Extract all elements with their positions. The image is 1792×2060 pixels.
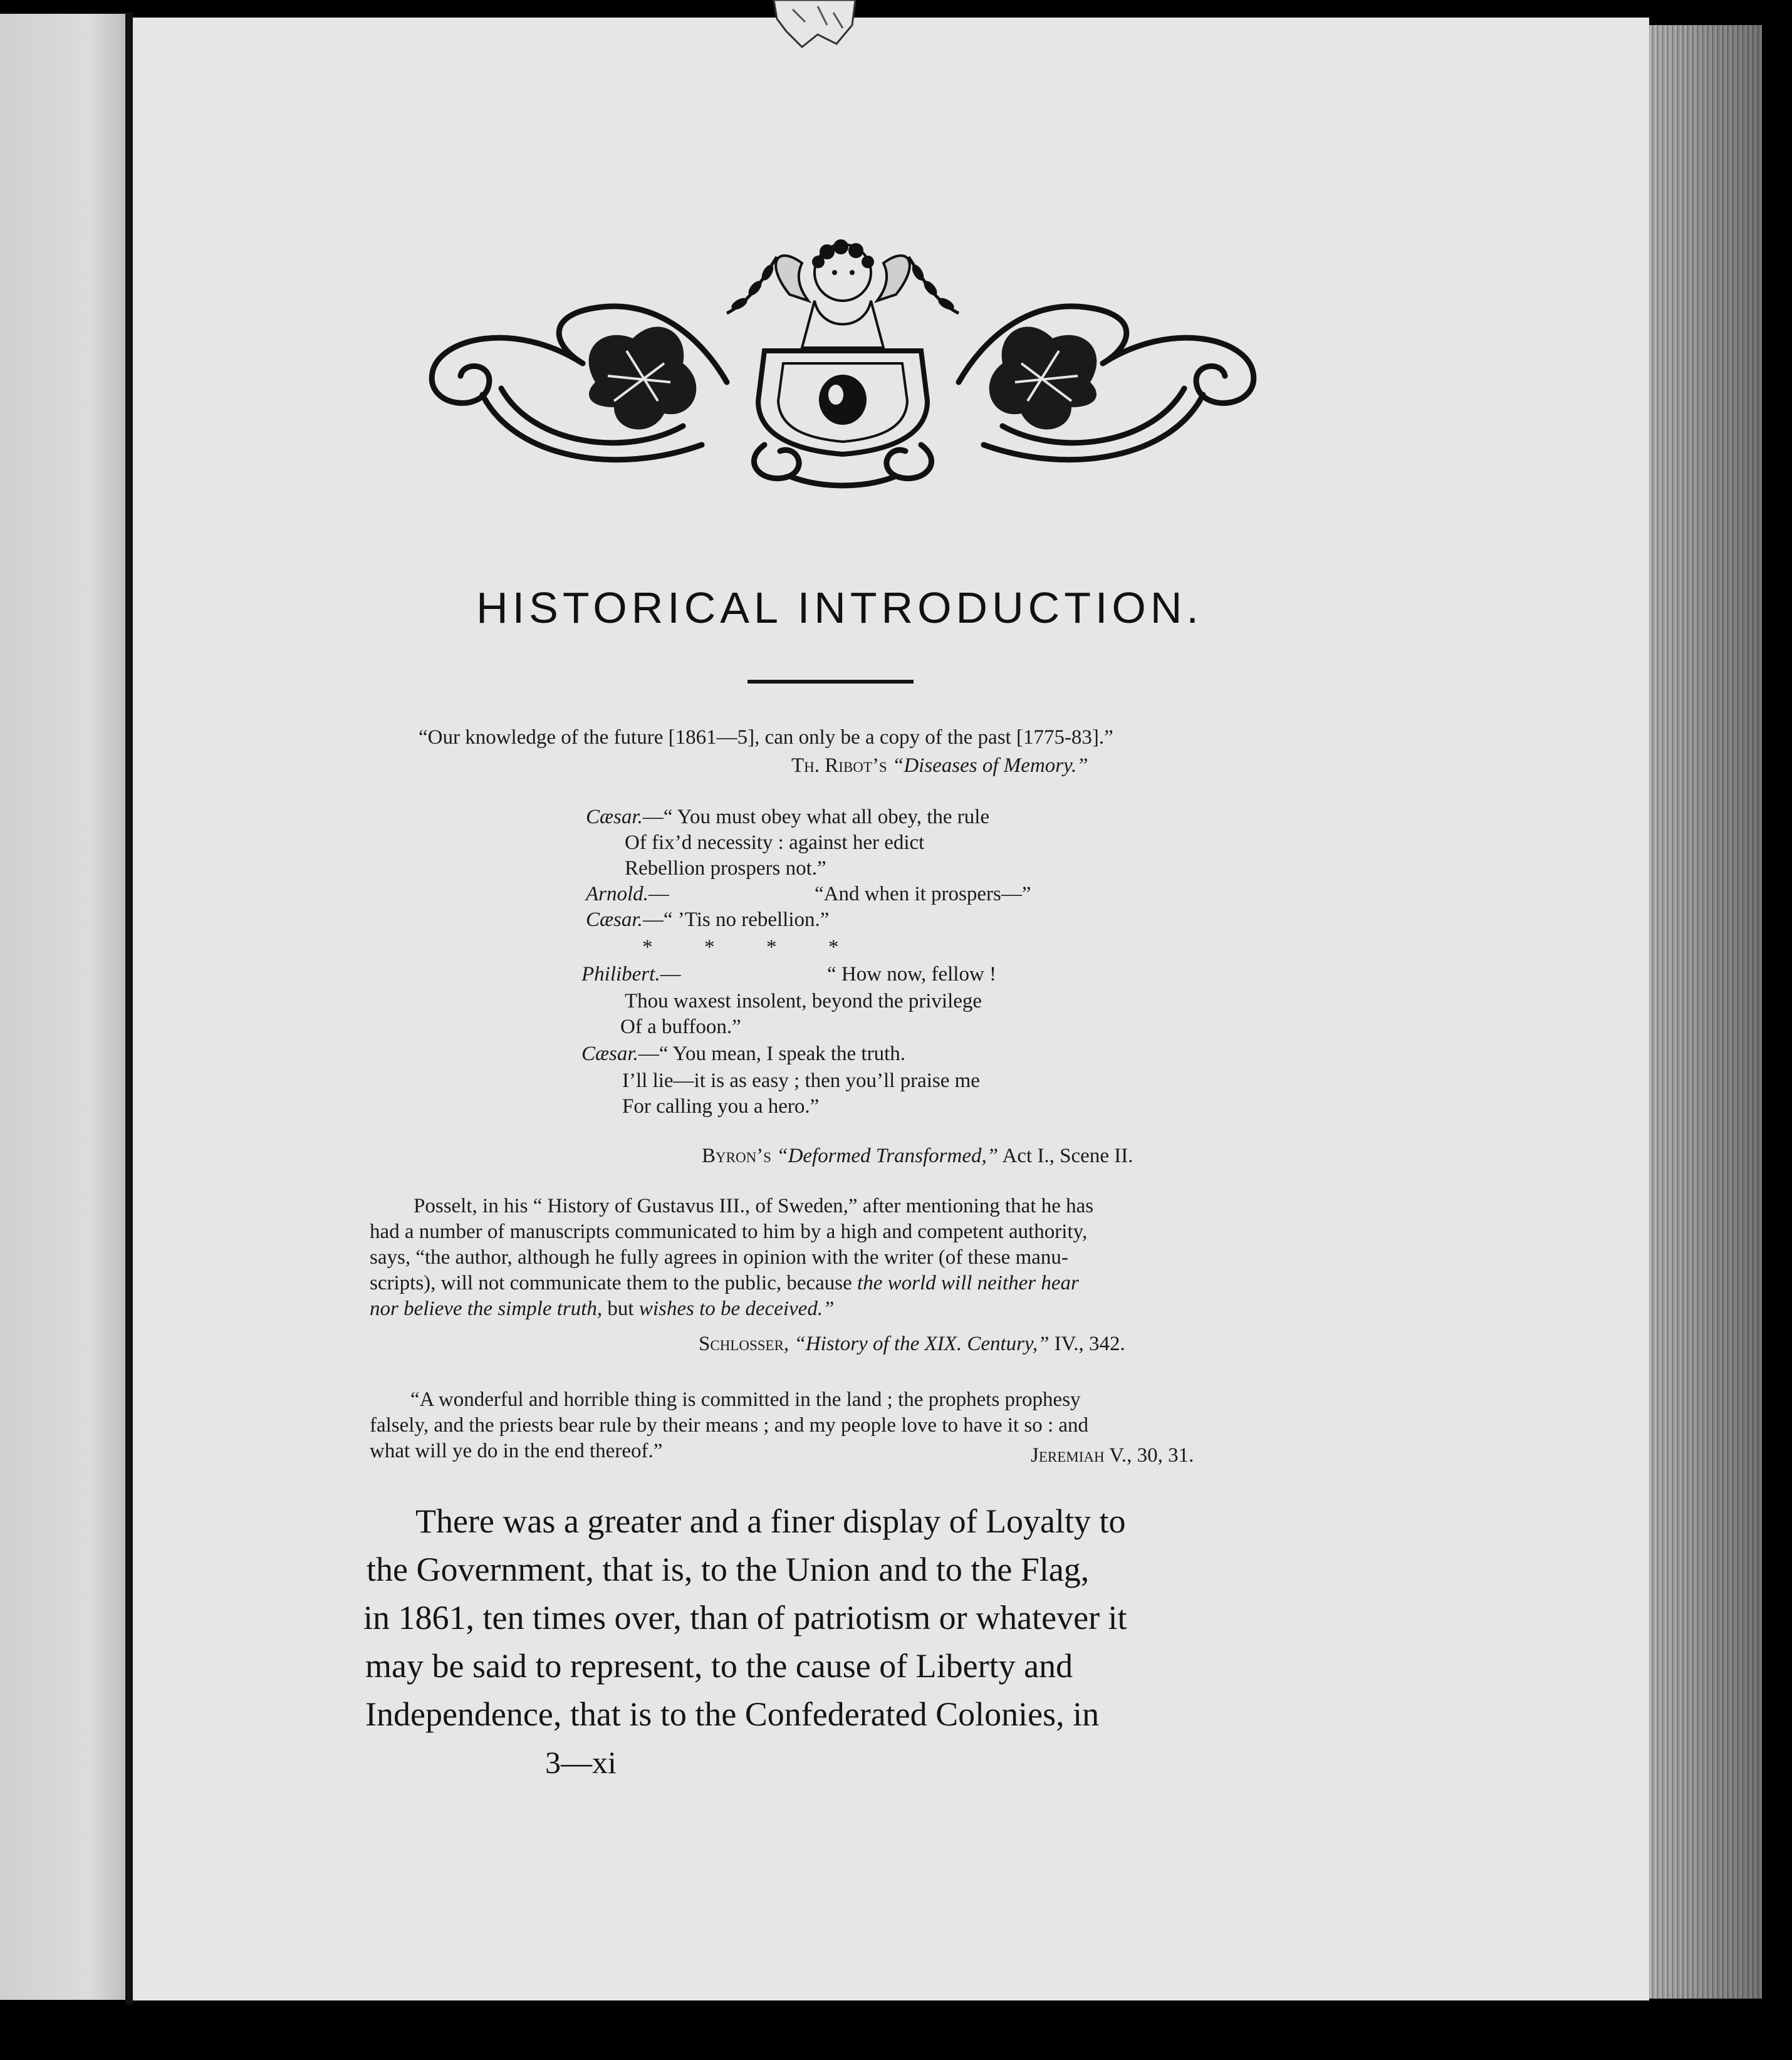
ribot-author: Th. Ribot’s xyxy=(791,754,887,777)
posselt-text: scripts), will not communicate them to the public, because xyxy=(370,1272,852,1294)
byron-line-12: For calling you a hero.” xyxy=(622,1095,820,1118)
posselt-text: but xyxy=(607,1298,634,1320)
dialogue-text: — xyxy=(660,963,681,986)
posselt-italic: the world will neither hear xyxy=(857,1272,1079,1294)
byron-work: “Deformed Transformed,” xyxy=(776,1145,999,1167)
ribot-quote: “Our knowledge of the future [1861—5], can only be a copy of the past [1775-83].” xyxy=(419,726,1113,749)
jeremiah-attribution: Jeremiah V., 30, 31. xyxy=(1031,1444,1194,1467)
page-stack-shadow xyxy=(1649,25,1762,1999)
posselt-line-2: had a number of manuscripts communicated to him by a high and competent authority, xyxy=(370,1220,1088,1243)
speaker-caesar: Cæsar. xyxy=(586,908,643,931)
page-title: HISTORICAL INTRODUCTION. xyxy=(476,583,1203,632)
body-line-3: in 1861, ten times over, than of patriotism or whatever it xyxy=(363,1599,1127,1636)
byron-line-8: Thou waxest insolent, beyond the privilege xyxy=(625,990,982,1012)
jeremiah-line-1: “A wonderful and horrible thing is committed in the land ; the prophets prophesy xyxy=(410,1388,1081,1411)
posselt-line-3: says, “the author, although he fully agrees in opinion with the writer (of these manu- xyxy=(370,1246,1068,1269)
byron-attribution xyxy=(702,1143,1133,1169)
torn-corner-mark xyxy=(768,0,862,50)
dialogue-text: — xyxy=(648,883,669,905)
byron-line-3: Rebellion prospers not.” xyxy=(625,857,826,880)
body-line-2: the Government, that is, to the Union and to the Flag, xyxy=(367,1551,1090,1588)
ribot-work: “Diseases of Memory.” xyxy=(892,754,1088,777)
dialogue-text: —“ ’Tis no rebellion.” xyxy=(642,908,830,931)
cherub-scroll-ornament xyxy=(388,238,1297,489)
jeremiah-line-3: what will ye do in the end thereof.” xyxy=(370,1440,663,1462)
ribot-attribution xyxy=(791,753,1088,779)
byron-line-7b: “ How now, fellow ! xyxy=(827,963,997,986)
body-line-1: There was a greater and a finer display of Loyalty to xyxy=(415,1502,1126,1540)
byron-ref: Act I., Scene II. xyxy=(1002,1145,1133,1167)
posselt-line-5 xyxy=(370,1296,834,1322)
title-rule xyxy=(748,680,914,684)
byron-line-10 xyxy=(581,1041,905,1067)
schlosser-attribution xyxy=(699,1331,1125,1357)
byron-line-4 xyxy=(586,882,669,907)
byron-line-11: I’ll lie—it is as easy ; then you’ll praise me xyxy=(622,1069,980,1092)
posselt-italic: nor believe the simple truth, xyxy=(370,1298,603,1320)
asterism: * * * * xyxy=(642,936,839,959)
schlosser-work: “History of the XIX. Century,” xyxy=(794,1333,1050,1355)
jeremiah-line-2: falsely, and the priests bear rule by their means ; and my people love to have it so : and xyxy=(370,1414,1089,1437)
book-gutter xyxy=(125,13,133,2005)
dialogue-text: —“ You must obey what all obey, the rule xyxy=(642,806,990,828)
speaker-arnold: Arnold. xyxy=(586,883,649,905)
left-page-edge xyxy=(0,14,128,2000)
speaker-philibert: Philibert. xyxy=(581,963,660,986)
byron-line-4b: “And when it prospers—” xyxy=(815,883,1031,905)
byron-line-5 xyxy=(586,907,829,933)
dialogue-text: —“ You mean, I speak the truth. xyxy=(638,1043,905,1065)
speaker-caesar: Cæsar. xyxy=(581,1043,638,1065)
posselt-line-4 xyxy=(370,1271,1079,1296)
posselt-italic: wishes to be deceived.” xyxy=(638,1298,835,1320)
page-number: 3—xi xyxy=(545,1745,617,1780)
body-line-5: Independence, that is to the Confederated Colonies, in xyxy=(365,1695,1100,1733)
speaker-caesar: Cæsar. xyxy=(586,806,643,828)
byron-line-9: Of a buffoon.” xyxy=(620,1016,741,1038)
schlosser-author: Schlosser, xyxy=(699,1333,789,1355)
byron-author: Byron’s xyxy=(702,1145,771,1167)
byron-line-1 xyxy=(586,804,989,830)
byron-line-7 xyxy=(581,962,681,987)
posselt-line-1: Posselt, in his “ History of Gustavus III., of Sweden,” after mentioning that he has xyxy=(414,1195,1094,1217)
byron-line-2: Of fix’d necessity : against her edict xyxy=(625,831,925,854)
schlosser-ref: IV., 342. xyxy=(1054,1333,1125,1355)
body-line-4: may be said to represent, to the cause of Liberty and xyxy=(365,1647,1073,1685)
